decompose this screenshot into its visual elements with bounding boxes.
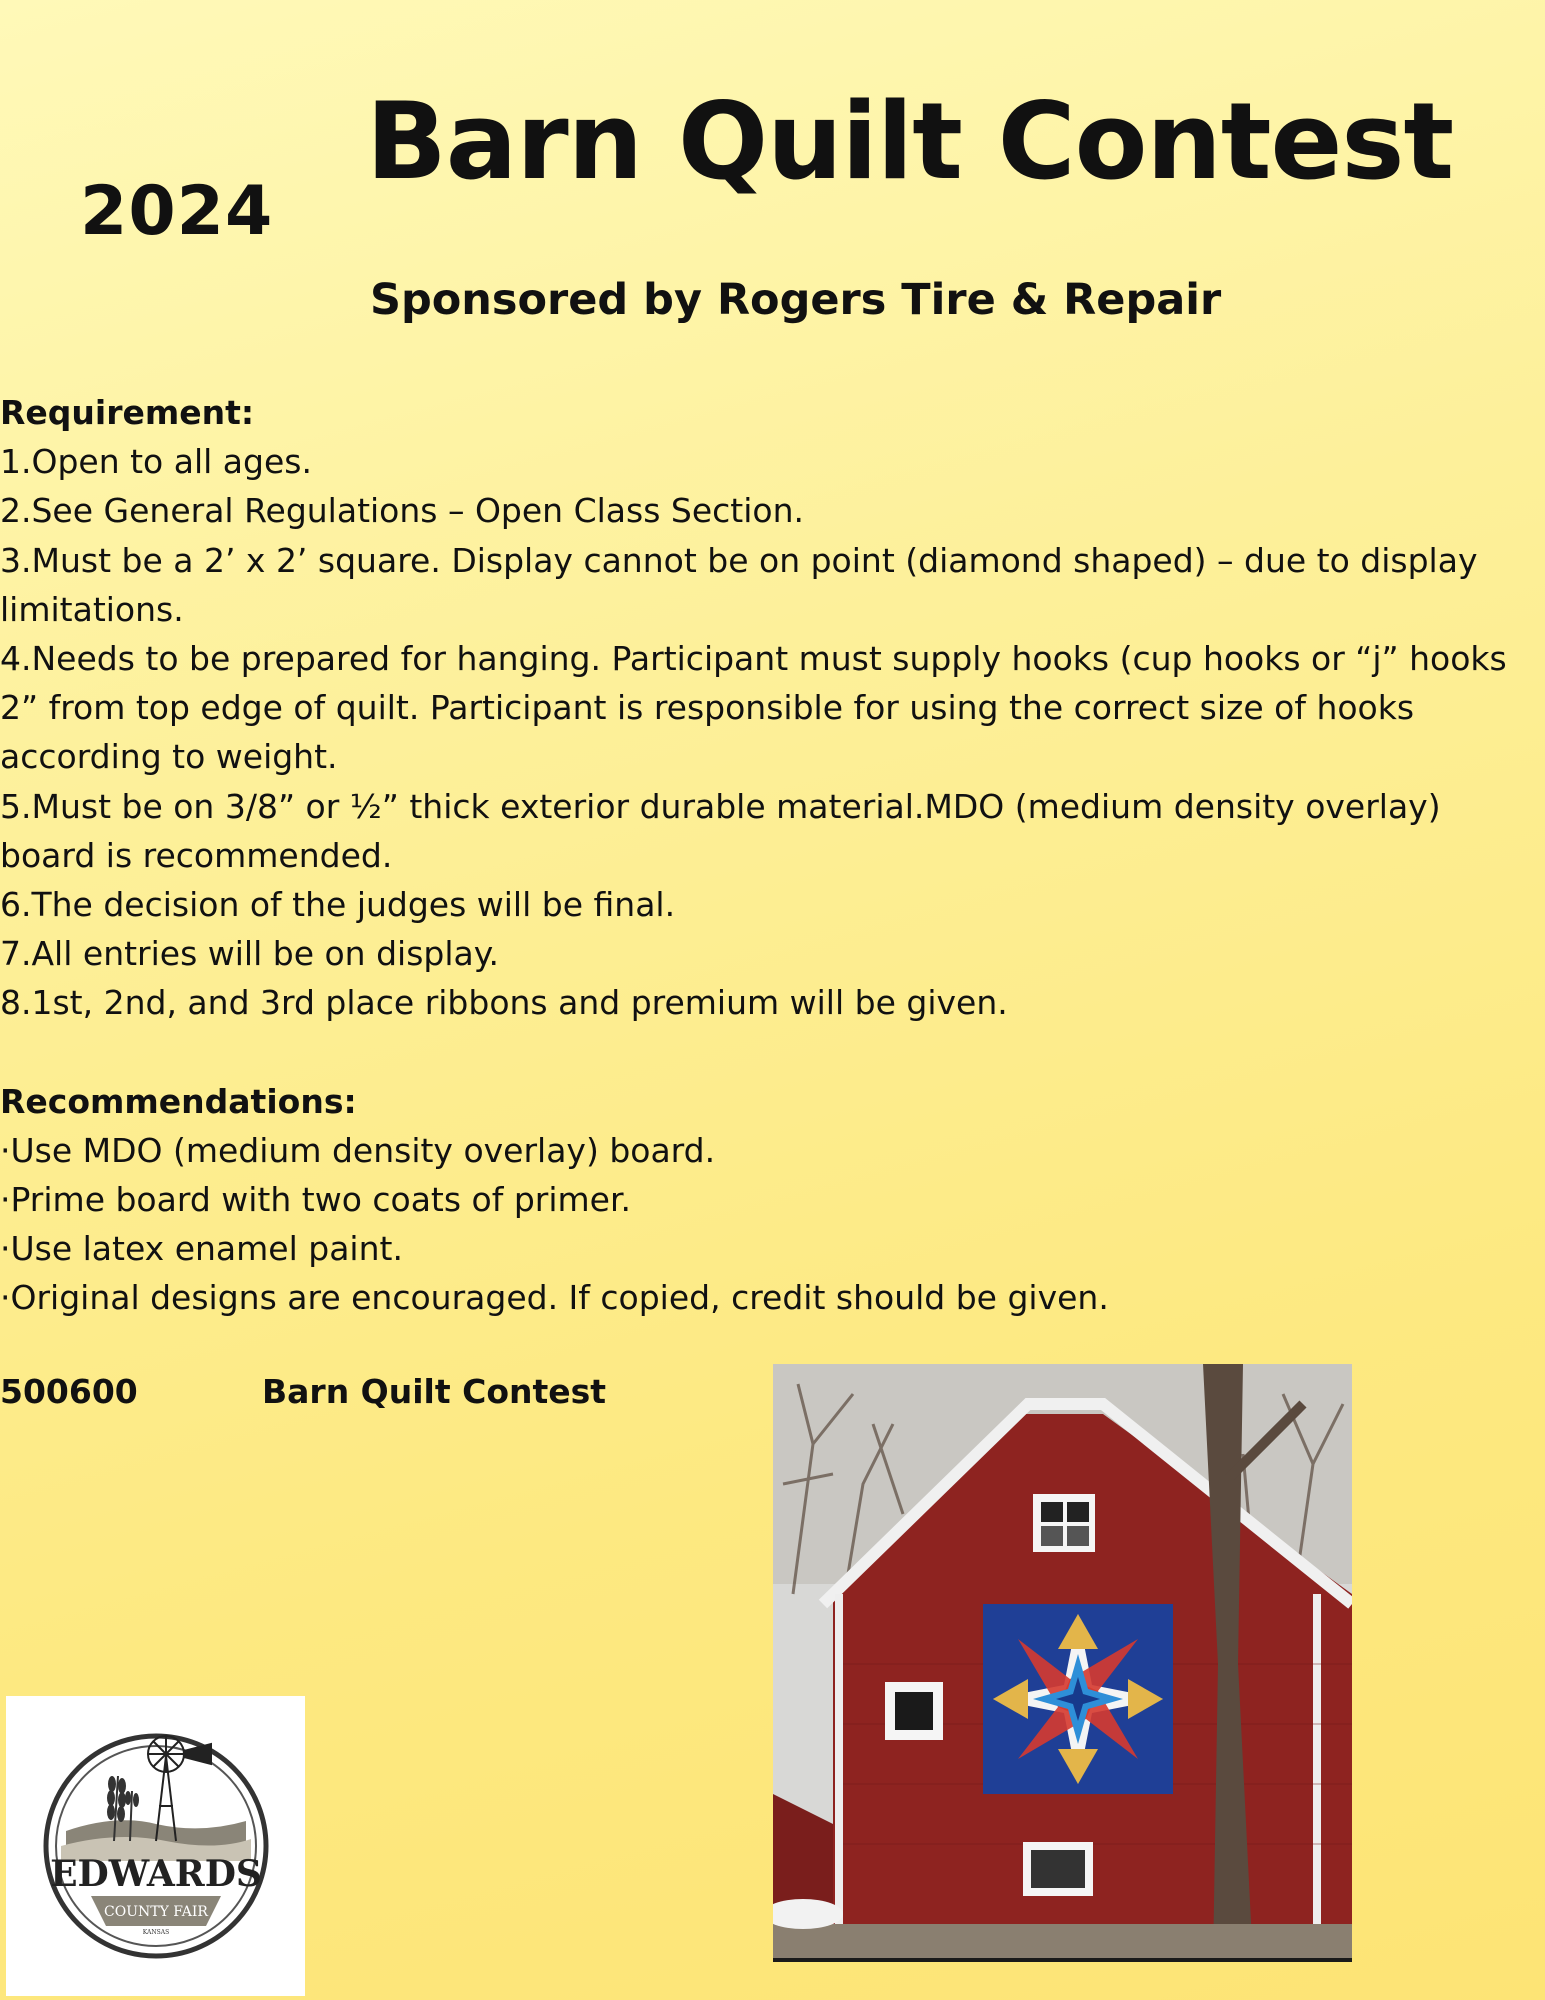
fair-logo xyxy=(6,1696,305,1996)
requirement-line: 2.See General Regulations – Open Class Section. xyxy=(0,491,804,531)
windmill-icon xyxy=(148,1736,211,1841)
logo-subtitle: COUNTY FAIR xyxy=(104,1904,208,1920)
rules-section xyxy=(0,388,1545,1323)
requirement-line: board is recommended. xyxy=(0,835,393,875)
requirement-line: 7.All entries will be on display. xyxy=(0,934,500,974)
recommendation-line: ·Use latex enamel paint. xyxy=(0,1229,403,1269)
requirement-line: 6.The decision of the judges will be final. xyxy=(0,885,676,925)
requirement-line: limitations. xyxy=(0,589,184,629)
barn-illustration xyxy=(773,1364,1352,1962)
requirements-heading: Requirement: xyxy=(0,393,255,432)
requirement-line: 8.1st, 2nd, and 3rd place ribbons and premium will be given. xyxy=(0,983,1008,1023)
year-label: 2024 xyxy=(80,172,274,251)
requirement-line: 1.Open to all ages. xyxy=(0,442,312,482)
sponsor-line: Sponsored by Rogers Tire & Repair xyxy=(370,275,1222,325)
barn-photo xyxy=(773,1364,1352,1962)
entry-name: Barn Quilt Contest xyxy=(262,1372,607,1411)
requirement-line: 2” from top edge of quilt. Participant is responsible for using the correct size of hooks xyxy=(0,688,1415,728)
requirement-line: 3.Must be a 2’ x 2’ square. Display cannot be on point (diamond shaped) – due to display xyxy=(0,540,1478,580)
recommendation-line: ·Prime board with two coats of primer. xyxy=(0,1180,632,1220)
page-title: Barn Quilt Contest xyxy=(366,80,1454,203)
requirement-line: according to weight. xyxy=(0,737,338,777)
recommendations-heading: Recommendations: xyxy=(0,1081,357,1121)
recommendation-line: ·Original designs are encouraged. If copied, credit should be given. xyxy=(0,1278,1109,1318)
entry-code: 500600 xyxy=(0,1372,138,1411)
requirement-line: 4.Needs to be prepared for hanging. Participant must supply hooks (cup hooks or “j” hooks xyxy=(0,639,1507,679)
entry-line xyxy=(0,1372,606,1411)
recommendation-line: ·Use MDO (medium density overlay) board. xyxy=(0,1130,716,1170)
logo-state: KANSAS xyxy=(142,1929,170,1936)
logo-name: EDWARDS xyxy=(50,1853,262,1895)
quilt-star-icon xyxy=(983,1604,1173,1794)
requirement-line: 5.Must be on 3/8” or ½” thick exterior durable material.MDO (medium density overlay) xyxy=(0,786,1441,826)
logo-emblem xyxy=(6,1696,305,1996)
section-spacer xyxy=(0,1028,1545,1077)
